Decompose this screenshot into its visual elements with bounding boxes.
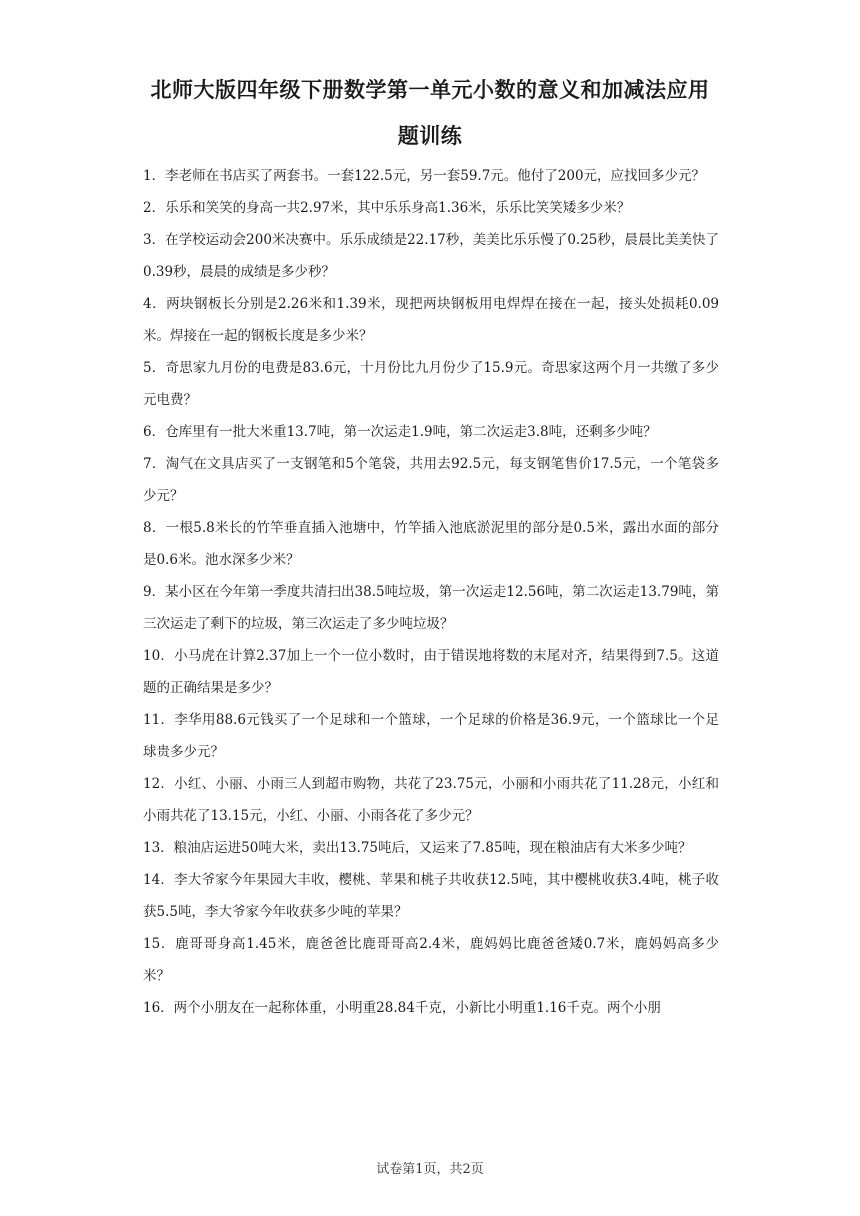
document-title-line-1: 北师大版四年级下册数学第一单元小数的意义和加减法应用 <box>150 78 710 102</box>
question-list <box>143 160 719 1024</box>
question-item-16: 16．两个小朋友在一起称体重，小明重28.84千克，小新比小明重1.16千克。两个小朋 <box>143 1000 661 1016</box>
question-item-13: 13．粮油店运进50吨大米，卖出13.75吨后，又运来了7.85吨，现在粮油店有大米多少吨？ <box>143 840 692 856</box>
page-footer: 试卷第1页，共2页 <box>376 1162 484 1177</box>
question-item-9: 9．某小区在今年第一季度共清扫出38.5吨垃圾，第一次运走12.56吨，第二次运走13.79吨，第三次运走了剩下的垃圾，第三次运走了多少吨垃圾？ <box>143 584 719 632</box>
question-item-6: 6．仓库里有一批大米重13.7吨，第一次运走1.9吨，第二次运走3.8吨，还剩多少吨？ <box>143 424 657 440</box>
question-item-15: 15．鹿哥哥身高1.45米，鹿爸爸比鹿哥哥高2.4米，鹿妈妈比鹿爸爸矮0.7米，鹿妈妈高多少米？ <box>143 936 719 984</box>
question-item-4: 4．两块钢板长分别是2.26米和1.39米，现把两块钢板用电焊焊在接在一起，接头处损耗0.09米。焊接在一起的钢板长度是多少米？ <box>143 296 719 344</box>
question-item-10: 10．小马虎在计算2.37加上一个一位小数时，由于错误地将数的末尾对齐，结果得到7.5。这道题的正确结果是多少？ <box>143 648 719 696</box>
question-item-8: 8．一根5.8米长的竹竿垂直插入池塘中，竹竿插入池底淤泥里的部分是0.5米，露出水面的部分是0.6米。池水深多少米？ <box>143 520 719 568</box>
question-item-3: 3．在学校运动会200米决赛中。乐乐成绩是22.17秒，美美比乐乐慢了0.25秒，晨晨比美美快了0.39秒，晨晨的成绩是多少秒？ <box>143 232 719 280</box>
document-title-line-2: 题训练 <box>397 124 463 148</box>
question-item-1: 1．李老师在书店买了两套书。一套122.5元，另一套59.7元。他付了200元，应找回多少元？ <box>143 168 706 184</box>
question-item-14: 14．李大爷家今年果园大丰收，樱桃、苹果和桃子共收获12.5吨，其中樱桃收获3.4吨，桃子收获5.5吨，李大爷家今年收获多少吨的苹果？ <box>143 872 719 920</box>
question-item-7: 7．淘气在文具店买了一支钢笔和5个笔袋，共用去92.5元，每支钢笔售价17.5元，一个笔袋多少元？ <box>143 456 719 504</box>
question-item-2: 2．乐乐和笑笑的身高一共2.97米，其中乐乐身高1.36米，乐乐比笑笑矮多少米？ <box>143 200 631 216</box>
question-item-11: 11．李华用88.6元钱买了一个足球和一个篮球，一个足球的价格是36.9元，一个篮球比一个足球贵多少元？ <box>143 712 719 760</box>
question-item-5: 5．奇思家九月份的电费是83.6元，十月份比九月份少了15.9元。奇思家这两个月一共缴了多少元电费？ <box>143 360 719 408</box>
question-item-12: 12．小红、小丽、小雨三人到超市购物，共花了23.75元，小丽和小雨共花了11.28元，小红和小雨共花了13.15元，小红、小丽、小雨各花了多少元？ <box>143 776 719 824</box>
